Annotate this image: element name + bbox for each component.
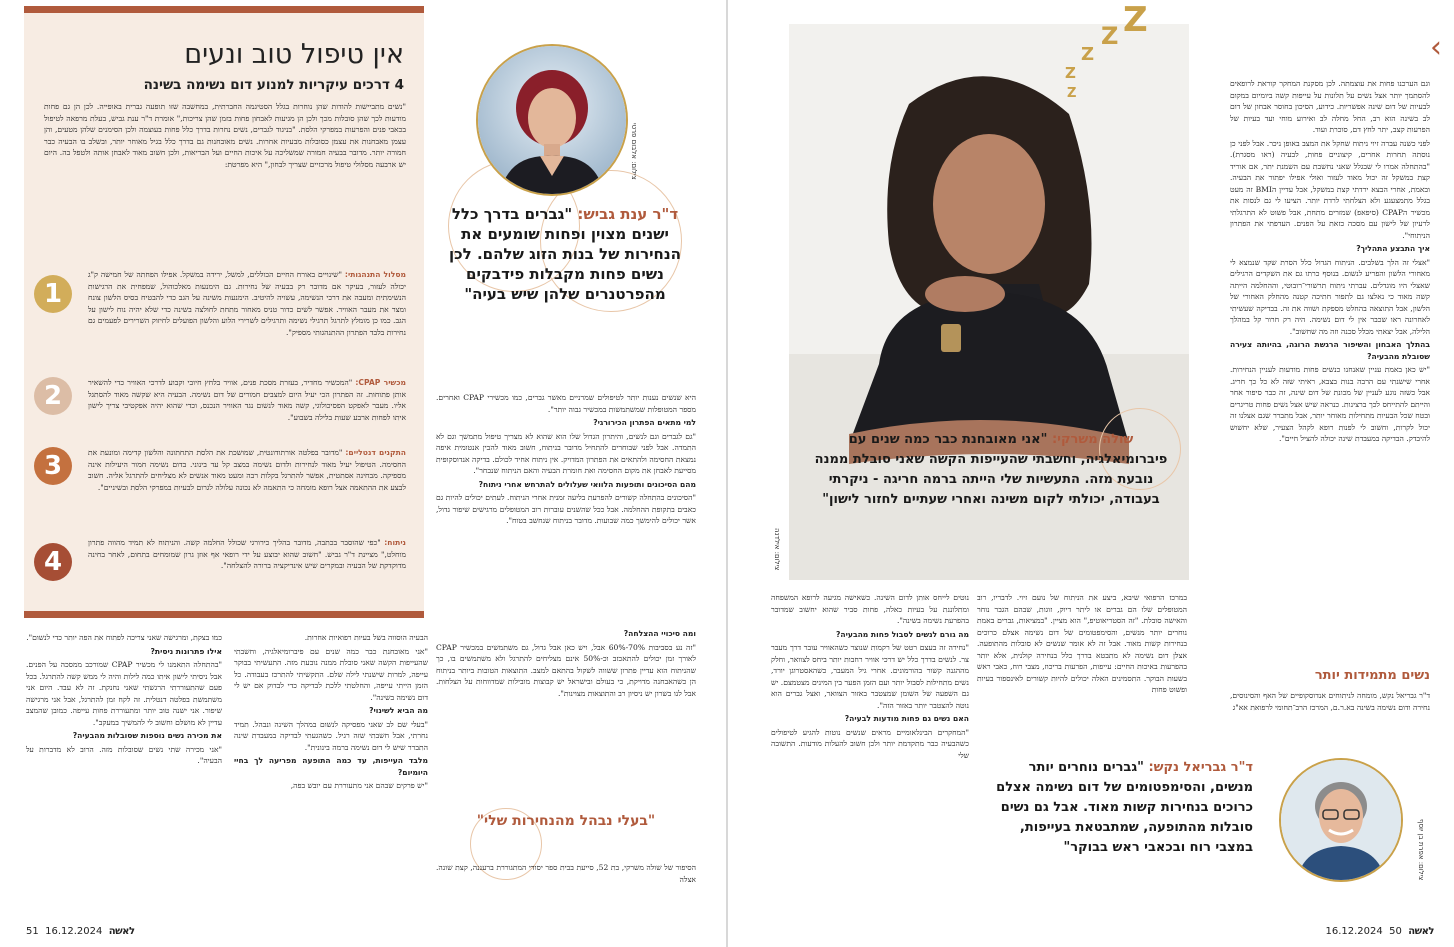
- zzz-4: Z: [1065, 64, 1076, 82]
- middle-column-bottom: הבעיה הוסווה בשל בעיות רפואיות אחרות. "אני מאובחנת כבר כמה שנים עם פיברומיאלגיה, וחשבתי שהעייפות הקשה שאני סובלת ממנה נובעת מזה. התעשיתי בבוקר עייפה, למרות שישנתי לילה שלם. התקשיתי להתרכז בעבודה. כל הזמן הייתי עייפה, והחלטתי ללכת לבדיקה כדי לבדוק אם יש לי דום נשימה בשינה". מה הביא לשינוי? "בעלי שם לב שאני מפסיקה לנשום במהלך השינה ונבהל. תמיד נחרתי, אבל חשבתי שזה רגיל. כשהגעתי לבדיקה במעבדת שינה התברר שיש לי דום נשימה ברמה בינונית". מלבד העייפות, עד כמה התופעה מפריעה לך בחיי היומיום? "יש פרקים שבהם אני מתעוררת עם יובש בפה,: [234, 633, 428, 790]
- question-success: ומה סיכויי ההצלחה?: [623, 629, 696, 638]
- shula-name: שולה משרקי:: [1051, 432, 1134, 447]
- right-column-top: וגם הערכנו פחות את עוצמתה. לכן מסקנת המחקר קוראת לרופאים להסתמך יותר אצל נשים על תלונות על עייפות קשה ביומיום במקום לבעיות של דום שינה אפשריות. כידוע, הסיכון בחוסר אבחון של דום לב בשינה הוא רב, החל מחלה לב ואירוע מוחי ועד בעיות של הפרעות קצב, יתר לחץ דם, סוכרת ועוד. לפני כשנה עברה זיוי ניתוח שחקל את המצב באופן ניכר. אבל לפני כן נוסתה תחרות אחרים, קיצוניים פחות, לבעיה (ראו מסגרת). "בהתחלה אמרו לי שבגלל שאני נחשבת עם השמנת יתר, אם אוריד קצת במשקל זה יכול מאוד לעזור ואולי אפילו יפתור את הבעיה. ובאמת, אחרי הבצא ירדתי קצת במשקל, אבל עדיין הBMI זה מעט בגלל מתמצעגע ולא הצלחתי לרדת יותר. הציעו לי גם לנסות את מכשיר הCPAP (סיפאפ) שמזרים מתחת, אבל פשוט לא התרגלתי לרעיון של לישון עם מסכה כזאת על הפנים. העדפתי את הפתרון הניתוחי". איך התבצע התהליך? "אצלי זה הלך בשלבים. הניתוח הגדול כלל הסרת שקד שנמצא לי מאחורי הלשון והפריע לנשום. בנוסף כרתו גם את השקדים הרגילים שאצלי היו מוגדלים. עברתי ניתוח תרשורי־רובוטי, וההחלמה הייתה קשה מאוד כי נאלצו גם לתפור חתיכה קטנה מהחלק האחורי של הלשון, אבל התוצאה בהחלט מספקת ושווה את זה. בבדיקה שעשיתי לאחרונה ראו שכבר אין לי דום נשימה. היה רק חרור קל במהלך הלילה, אבל יצאתי מכלל סכנה וזה מה שחשוב". בהתלך האבחון והשיפור הרגשת הרוגה, בהיותה צעירה שסובלת מהבעיה? "יש כאן באמת עניין שאנחנו כנשים פחות מודעות לעניין הנחירות. אחרי שישנתי עם הרבה בנות בצבא, ראיתי שזה לא כל כך חריג. אבל כשזה נוגע לעניין של מכונת של דום שינה, זה כבר סיפור אחר והייתם להתייחס לכך ברצינות. כנראה שיש אצל נשים פחות טריגרים ובטח שכל הבעיות מתחילות מאוחר יותר, אבל מתברר שגם אצלנו זה יכול לקרות, וחשוב לי לפנות רופא לקהל הצעיר, שלא יחשוש להיבדק. הבדיקה במעבדת שינה יכולה להציל חיים".: [1230, 79, 1430, 443]
- next-arrow-icon[interactable]: ‹: [1430, 30, 1442, 65]
- left-column-bottom: כמו בצקת, ומרגישה שאני צריכה לפתוח את הפה יותר כדי לנשום". אילו פתרונות ניסית? "בהתחלה התאמנו לי מכשיר CPAP שמורכב ממסכה על הפנים. אבל ניסיתי לישון איתו כמה לילות והיה לי ממש קשה להתרגל. בכל פעם שהתעוררתי הרגשתי שאני נחנקת. זה לא עבד. היום אני משתמשת בפלטה דנטלית. זה לקח זמן להתרגל, אבל אני מרגישה שיפור. אני ישנה טוב יותר ומתעוררת פחות עייפה. כמובן שהמצב עדיין לא מושלם וחשוב לי להמשיך במעקב". את מכירה נשים נוספות שסובלות מהבעיה? "אני מכירה שתי נשים שסובלות מזה. הרוב לא מדברות על הבעיה".: [26, 633, 222, 765]
- center-column-mid-2: ומה סיכויי ההצלחה? "זה נע בסביבות 70%-60% אבל, ויש כאן אבל גדול, גם משתמשים במכשיר CPAP לאורך זמן יכולים להתאכזב וכ-50% אינם מצליחים להתרגל ולא משתמשים בו, כך שהניתוח הוא עדיין פתרון ששווה לשקול בהתאם למצב. התוצאות הטובות ביותר בניתוח הן כשהאבחנה מדויקת, כי בעולם ובישראל יש קבוצות מובילות שמדווחות על הצלחות. אבל לנו בשרון יש ניסיון רב והתוצאות מצוינות".: [436, 629, 696, 698]
- tips-sidebar: [24, 6, 424, 618]
- middle-column-bottom-right: במרכז הרפואי שיבא, ביצע את הניתוח של נועם זיוי. לדבריו, רוב המטופלים שלו הם גברים או ליתר דיוק, זוגות, שבהם הגבר נוחר והאישה סובלת. "זה הסטריאוטיפ," הוא מציין. "במציאות, גברים באמת נוחרים יותר מנשים, והסימפטומים של דום נשימה אצלם כרוכים בנחירות קשות מאוד. אבל זה לא אומר שנשים לא סובלות מהתופעה. אצלן דום נשימה לא מתבטא בדרך כלל בנחירה קולנית, אלא יותר בהפרעות באיכות החיים: עייפות, הפרעות בריכוז, מצבי רוח, כאבי ראש בשעות הבוקר. התסמינים האלה יכולים להיות קשורים לאינספור בעיות ופשוט פחות: [977, 593, 1187, 694]
- question-change: מה הביא לשינוי?: [369, 706, 428, 715]
- center-column-mid: היא שנשים נענות יותר לטיפולים שמרניים מאשר גברים, כמו מכשירי CPAP ואחרים. מספר המטופלות שמשתמשות במכשיר גבוה יותר". למי מתאים הפתרון הכירורגי? "גם לגברים וגם לנשים, והיתרון הגדול שלו הוא שהוא לא מצריך טיפול מתמשך וגם לא התמדה. אבל לפני שבוחרים להתחיל מדובר בניתוח, חשוב מאוד להבין אנטומית איפה נמצאת החסימה ולהתאים את הפתרון המדויק. אין ניתוח אחיד לכולם. בדיקה אנדוסקופית מסייעת לאבחן את מקום החסימה ואת חומרת הבעיה והאם הניתוח שנבחר". מהם הסיכונים ותופעות הלוואי שעלולים להתרחש אחרי ניתוח? "הסיכונים בהתחלה קשורים להפרעת בליעה זמנית אחרי הניתוח. לעתים יכולים להיות גם כאבים בתקופת ההחלמה. אבל ככל שהשנים עוברות רוב המטופלים מרגישים שיפור גדול, אשר יכולים להימשך כמה שבועות. מדובר בניתוח שנחשב בטוח".: [436, 393, 696, 525]
- zzz-5: Z: [1067, 86, 1077, 101]
- left-footer: [26, 926, 135, 937]
- tip-number-3: 3: [34, 447, 72, 485]
- tip-2-text: "המכשיר מחדיר, בעזרת מסכת פנים, אוויר בלחץ חיובי וקבוע לדרכי האוויר כדי להשאיר אותן פתוחות. זה הפתרון הכי יעיל היום למצבים חמורים של דום נשימה. הבעיה היא שקשה מאוד להסתגל אליו. מעבר לאפקט הפסיכולוגי, קשה מאוד לנשום נגד האוויר הנכנס, וכדי שהוא יהיה אפקטיבי צריך לישון איתו לפחות ארבע שעות בלילה בשבוע".: [88, 378, 406, 422]
- gavish-photo-credit: צילום: אלבום פרטי: [630, 123, 638, 180]
- question-other-women: את מכירה נשים נוספות שסובלות מהבעיה?: [72, 731, 222, 740]
- question-surgery: למי מתאים הפתרון הכירורגי?: [593, 418, 696, 427]
- tip-1-text: "שינויים באורח החיים הכוללים, למשל, ירידה במשקל. אפילו הפחתה של חמישה ק"ג יכולה לעזור, בעיקר אם מדובר רק בבעיה של נחירות. גם הימנעות מאלכוהול, שמפחית את הרגישות הנשימתית ומעבה את דרכי הנשימה, עשויה להיטיב. הימנעות משינה על הגב כדי להבטיח בסיס הלשון צונח ומצר את מעבר האוויר. אפשר לשים כדור טניס מאחור מתחת לחולצה בשינה כדי שלא יהיה נוח לישון על הגב. כמו כן מומלץ לתרגל תרגילי נשימה ותרגילים לשרירי הלוע והלשון הפועלים לחיזוק השרירים לפעמים גם נחירות בלבד הפתרון ההתנהגותי מספיק".: [88, 270, 406, 337]
- right-footer: [1325, 926, 1434, 937]
- tip-2: [88, 377, 406, 445]
- left-footer-date: 16.12.2024: [45, 926, 103, 937]
- naksh-photo: [1281, 760, 1401, 880]
- tip-4-label: ניתוח:: [384, 538, 406, 547]
- zzz-large: Z: [1123, 0, 1148, 40]
- question-aware: האם נשים גם פחות מודעות לבעיה?: [844, 714, 969, 723]
- zzz-3: Z: [1081, 44, 1095, 65]
- gavish-quote: "גברים בדרך כלל ישנים מצוין ופחות שומעים את הנחירות של בנות הזוג שלהם. לכן נשים פחות מקבלות פידבקים מהפרטנרים שלהן שיש בעיה": [449, 205, 681, 303]
- naksh-quote: "גברים נוחרים יותר מנשים, והסימפטומים של דום נשימה אצלם כרוכים בנחירות קשות מאוד. אבל גם נשים סובלות מהתופעה, שמתבטאת בעייפות, במצבי רוח ובכאבי ראש בבוקר": [996, 760, 1253, 855]
- question-solutions: אילו פתרונות ניסית?: [150, 646, 222, 656]
- gavish-photo: [478, 46, 626, 194]
- women-section-head: נשים מתמידות יותר: [1314, 668, 1430, 683]
- shula-quote: "אני מאובחנת כבר כמה שנים עם פיברומיאלגיה, וחשבתי שהעייפות הקשה שאני סובלת ממנה נובעת מזה. התעשיות שלי הייתה ברמה חריגה - ניקרתי בעבודה, יכולתי לקום משינה ואחרי שעתיים לחזור לישון": [814, 432, 1168, 507]
- left-magazine-logo: לאשה: [108, 926, 135, 937]
- gavish-pull-quote: [434, 204, 696, 304]
- women-section-text: ד"ר גבריאל נקש, מומחה לניתוחים אנדוסקופיים של האף והסינוסים, נחירה ודום נשימה בשינה בא.ר.ם, המרכז הרב־תחומי לרפואת אא"ג: [1230, 691, 1430, 712]
- tip-number-2: 2: [34, 377, 72, 415]
- question-daily: מלבד העייפות, עד כמה התופעה מפריעה לך בחיי היומיום?: [234, 756, 428, 777]
- naksh-portrait: [1279, 758, 1403, 882]
- tip-number-4: 4: [34, 543, 72, 581]
- right-footer-date: 16.12.2024: [1325, 926, 1383, 937]
- tip-3: [88, 447, 406, 535]
- naksh-photo-credit: צילום: אפרת בן יוסף: [1417, 818, 1425, 880]
- gavish-name: ד"ר ענת גביש:: [577, 205, 679, 223]
- left-page-number: 51: [26, 926, 39, 937]
- sidebar-subtitle: 4 דרכים עיקריות למנוע דום נשימה בשינה: [143, 77, 404, 93]
- right-page: [727, 0, 1454, 947]
- tip-3-text: "מדובר בפלטה אורתודונטית, שמושכת את הלסת התחתונה והלשון קדימה ומונעת את החסימה. הטיפול יעיל מאוד לנחירות ולדום נשימה במצב קל עד בינוני. בדום נשימה חמור היעילות אינה מספיקה. מבחינה אסתטית, אפשר להתרגל בקלות רבה ומעט מאוד אנשים לא מצליחים להתרגל אליה. חשוב לבצע את ההתאמה אצל רופא מומחה כי התאמה לא נכונה עלולה לגרום לבעיות במפרקי הלסת ובשיניים".: [88, 448, 406, 492]
- sidebar-intro: "נשים מתביישות להודות שהן נוחרות בגלל הסטיגמה החברתית, במחשבה שזו תופעה גברית באופייה. לכן הן גם פחות מודעות לכך שהן סובלות מכך ולכן הן מגיעות לאבחון פחות בזמן שהן צריכות," אומרת ד"ר ענת גביש, בעלת מרפאה לטיפול בכאבי פנים והפרעות במפרקי הלסת. "בניגוד לגברים, נשים נחרות בדרך כלל פחות בעוצמה ולכן הסימנים שלהן מטעים, והן עצמן מאבחנות את עצמן כסובלות מבעיות אחרות. נשים מאובחנות גם בדרך כלל בגיל מאוחר יותר, ובשלב בו הבעיה כבר חמורה יותר. מדובר בבעיה חמורה שמשליכה על איכות החיים ועל הבריאות, ולכן חשוב מאוד לאבחן אותה ולטפל בה. היום יש ארבעה מסלולי טיפול מרכזיים שצריך לבחון," היא מפרטת:: [44, 102, 406, 169]
- right-page-number: 50: [1389, 926, 1402, 937]
- naksh-name: ד"ר גבריאל נקש:: [1148, 760, 1253, 775]
- question-why-less: מה גורם לנשים לסבול פחות מהבעיה?: [836, 629, 969, 639]
- question-risks: מהם הסיכונים ותופעות הלוואי שעלולים להתרחש אחרי ניתוח?: [478, 479, 696, 489]
- sidebar-title: אין טיפול טוב ונעים: [184, 39, 404, 70]
- husband-section-head: "בעלי נבהל מהנחירות שלי": [476, 813, 656, 829]
- question-process: איך התבצע התהליך?: [1356, 244, 1430, 253]
- tip-4: [88, 537, 406, 605]
- tip-4-text: "כפי שהוסבר בכתבה, מדובר בהליך כירורגי שכולל החלמה קשה. והניתוח לא תמיד מהווה פתרון מוחלט," מציינת ד"ר גביש. "חשוב שהוא יבוצע על ידי רופאי אף אוזן גרון שמומחים בתחום, לאחר בחינה מדוקדקת של הבעיה ובמקרים שיש אינדיקציה ברורה להצלחה".: [88, 538, 406, 570]
- zzz-2: Z: [1101, 22, 1119, 50]
- naksh-pull-quote: [983, 758, 1253, 858]
- tip-1: [88, 269, 406, 375]
- tip-2-label: מכשיר CPAP:: [355, 378, 406, 387]
- tip-number-1: 1: [34, 275, 72, 313]
- tip-1-label: מסלול התנהגותי:: [344, 270, 406, 279]
- center-column-bottom: הסיפור של שולה משרקי, בת 52, סייעת בבית ספר יסודי המתגוררת ברעננה, קצת שונה. אצלה: [436, 863, 696, 884]
- shula-photo-credit: צילום: אילדנה: [773, 527, 781, 570]
- left-column-bottom-right: נוטים לייחס אותן לדום השינה. כשאישה מגיעה לרופא המשפחה ומתלוננת על בעיות כאלה, פחות סביר שהוא יחשוב שמדובר בהפרעת נשימה בשינה". מה גורם לנשים לסבול פחות מהבעיה? "נחירה זה בעצם רטט של רקמות שנוצר כשהאוויר עובר דרך מעבר צר. לנשים בדרך כלל יש דרכי אוויר רחבות יותר ביחס לצוואר, וחלק מההגנה קשור בהורמונים. אחרי גיל המעבר, כשהאסטרוגן יורד, נשים מתחילות לסבול יותר ועם הזמן הפער בין המינים מצטמצם. יש גם השפעה של השומן שמצטבר באזור הצוואר, ואצל גברים הוא נוטה להצטבר יותר באזור הזה". האם נשים גם פחות מודעות לבעיה? "המחקרים הבינלאומיים מראים שנשים נוטות להגיע לטיפולים כשהבעיה כבר מתקדמת יותר ולכן חשוב להעלות מודעות. התשובה שלי: [771, 593, 969, 760]
- question-feeling: בהתלך האבחון והשיפור הרגשת הרוגה, בהיותה צעירה שסובלת מהבעיה?: [1230, 340, 1430, 361]
- shula-pull-quote: [807, 430, 1175, 510]
- gavish-portrait: [476, 44, 628, 196]
- right-magazine-logo: לאשה: [1408, 926, 1434, 937]
- tip-3-label: התקנים דנטליים:: [345, 448, 406, 457]
